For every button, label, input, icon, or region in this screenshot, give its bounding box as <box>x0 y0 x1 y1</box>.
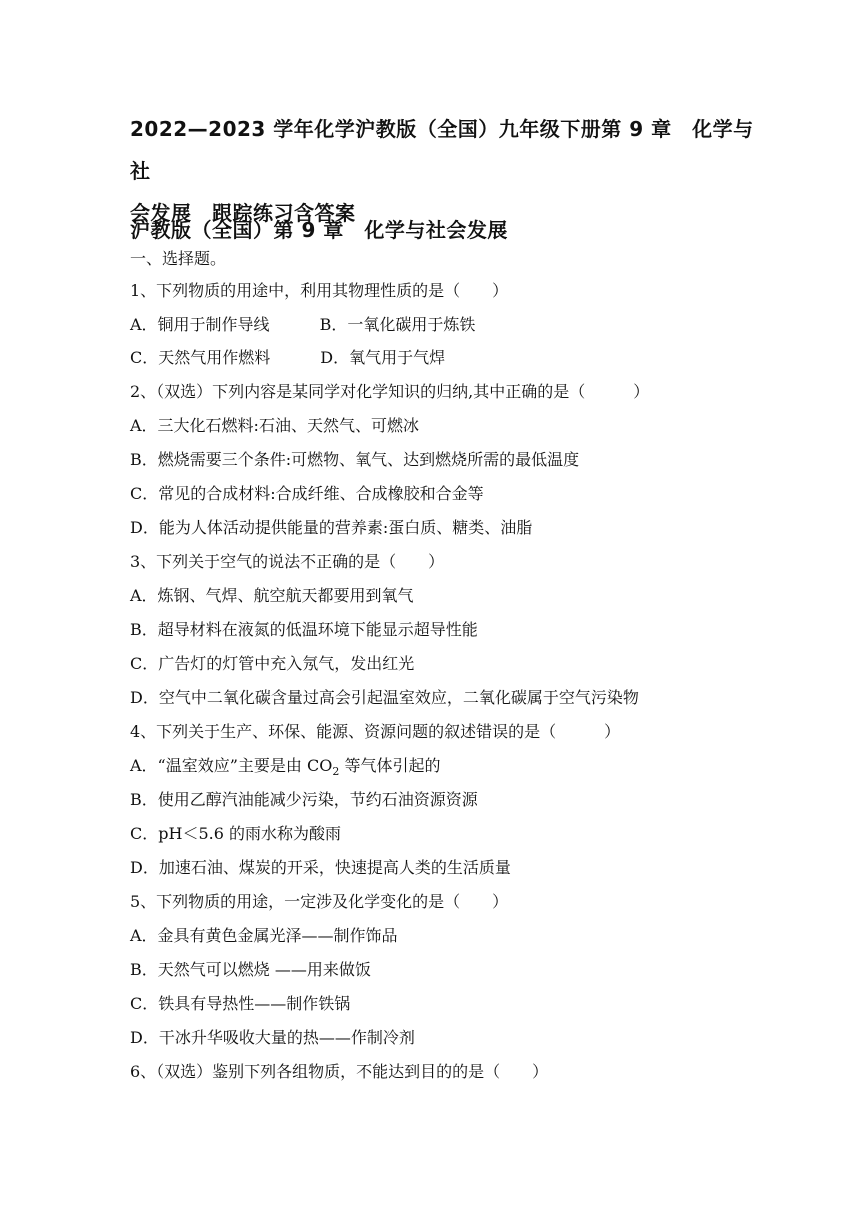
question-6-stem: 6、（双选）鉴别下列各组物质，不能达到目的的是（ ） <box>130 1062 549 1081</box>
question-1-options-row-2 <box>130 348 770 368</box>
question-3-option-a: A．炼钢、气焊、航空航天都要用到氧气 <box>130 586 414 605</box>
question-2-option-d: D．能为人体活动提供能量的营养素:蛋白质、糖类、油脂 <box>130 518 533 537</box>
question-2-stem: 2、（双选）下列内容是某同学对化学知识的归纳,其中正确的是（ ） <box>130 382 650 401</box>
question-3-option-d: D．空气中二氧化碳含量过高会引起温室效应，二氧化碳属于空气污染物 <box>130 688 639 707</box>
question-3-stem: 3、下列关于空气的说法不正确的是（ ） <box>130 552 445 571</box>
chapter-title: 沪教版（全国）第 9 章 化学与社会发展 <box>130 218 508 242</box>
section-heading: 一、选择题。 <box>130 249 227 268</box>
question-3-option-c: C．广告灯的灯管中充入氖气，发出红光 <box>130 654 415 673</box>
question-2-option-a: A．三大化石燃料:石油、天然气、可燃冰 <box>130 416 419 435</box>
title-line-1: 2022—2023 学年化学沪教版（全国）九年级下册第 9 章 化学与社 <box>130 117 754 183</box>
question-4-option-c: C．pH＜5.6 的雨水称为酸雨 <box>130 824 341 843</box>
question-4-stem: 4、下列关于生产、环保、能源、资源问题的叙述错误的是（ ） <box>130 722 621 741</box>
option-a-text: A．“温室效应”主要是由 CO <box>130 756 333 775</box>
question-5-option-c: C．铁具有导热性——制作铁锅 <box>130 994 351 1013</box>
question-5-option-d: D．干冰升华吸收大量的热——作制冷剂 <box>130 1028 415 1047</box>
option-a: A．铜用于制作导线 <box>130 315 270 334</box>
question-1-options-row-1 <box>130 315 770 335</box>
option-b: B．一氧化碳用于炼铁 <box>319 315 476 334</box>
question-5-option-a: A．金具有黄色金属光泽——制作饰品 <box>130 926 398 945</box>
question-4-option-d: D．加速石油、煤炭的开采，快速提高人类的生活质量 <box>130 858 511 877</box>
title-line-2: 会发展 跟踪练习含答案 <box>130 201 356 225</box>
question-2-option-c: C．常见的合成材料:合成纤维、合成橡胶和合金等 <box>130 484 484 503</box>
question-2-option-b: B．燃烧需要三个条件:可燃物、氧气、达到燃烧所需的最低温度 <box>130 450 580 469</box>
co2-subscript: 2 <box>332 765 340 779</box>
question-5-option-b: B．天然气可以燃烧 ——用来做饭 <box>130 960 371 979</box>
option-d: D．氧气用于气焊 <box>320 348 446 367</box>
option-c: C．天然气用作燃料 <box>130 348 271 367</box>
question-5-stem: 5、下列物质的用途，一定涉及化学变化的是（ ） <box>130 892 509 911</box>
option-a-tail: 等气体引起的 <box>339 756 441 775</box>
question-1-stem: 1、下列物质的用途中，利用其物理性质的是（ ） <box>130 281 509 300</box>
question-4-option-b: B．使用乙醇汽油能减少污染，节约石油资源资源 <box>130 790 478 809</box>
question-4-option-a <box>130 756 770 779</box>
question-3-option-b: B．超导材料在液氮的低温环境下能显示超导性能 <box>130 620 478 639</box>
